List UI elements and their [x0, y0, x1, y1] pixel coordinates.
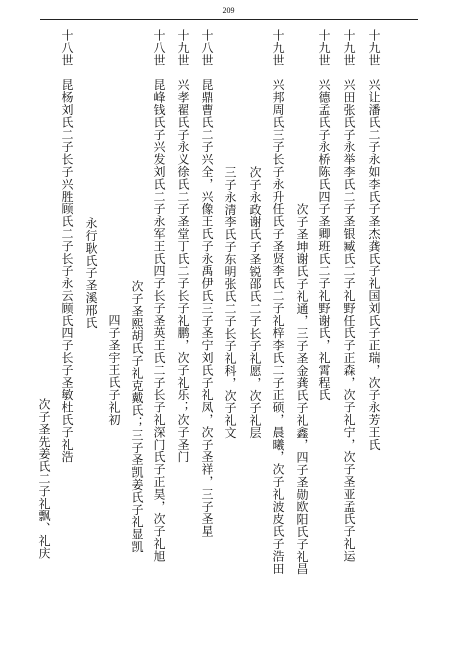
- text-column: 次子圣先姜氏二子礼飘、礼庆: [37, 398, 51, 560]
- text-column: 十八世 昆杨刘氏二子长子兴胜顾氏二子长子永云顾氏四子长子圣敏杜氏子礼浩: [60, 29, 74, 463]
- text-column: 十八世 昆鼎曹氏二子兴全，兴像王氏子永禹伊氏三子圣宁刘氏子礼凤，次子圣祥，三子圣星: [200, 29, 214, 538]
- text-column: 十九世 兴孝翟氏子永义徐氏二子圣堂丁氏二子长子礼鹏，次子礼乐；次子圣门: [176, 29, 190, 463]
- text-column: 永行耿氏子圣溪邢氏: [84, 217, 98, 329]
- text-column: 十八世 昆峰钱氏子兴发刘氏二子永军王氏四子长子圣英王氏二子长子礼深门氏子正昊，次子礼旭: [152, 29, 166, 563]
- text-column: 十九世 兴邦周氏三子长子永升任氏子圣贤李氏二子礼梓李氏二子正硕，晨曦，次子礼波皮氏子浩田: [271, 29, 285, 575]
- text-column: 十九世 兴德孟氏子永桥陈氏四子圣卿班氏二子礼野谢氏，礼霄程氏: [317, 29, 331, 401]
- text-column: 四子圣宇王氏子礼初: [107, 314, 121, 426]
- header-rule: [40, 19, 418, 20]
- text-column: 十九世 兴田张氏子永举李氏二子圣银臧氏二子礼野任氏子正森，次子礼宁，次子圣亚孟氏子礼运: [342, 29, 356, 563]
- text-column: 次子圣坤谢氏子礼通，三子圣金龚氏子礼鑫，四子圣勋欧阳氏子礼昌: [295, 203, 309, 575]
- text-column: 三子永清李氏子东明张氏二子长子礼科，次子礼文: [223, 166, 237, 439]
- text-column: 次子永政谢氏子圣锐邵氏二子长子礼愿，次子礼层: [248, 166, 262, 439]
- text-column: 十九世 兴让潘氏二子永如李氏子圣杰龚氏子礼国刘氏子正瑞，次子永芳王氏: [367, 29, 381, 451]
- page-number: 209: [222, 6, 235, 15]
- text-column: 次子圣熙胡氏子礼克戴氏；三子圣凯姜氏子礼显凯: [130, 280, 144, 553]
